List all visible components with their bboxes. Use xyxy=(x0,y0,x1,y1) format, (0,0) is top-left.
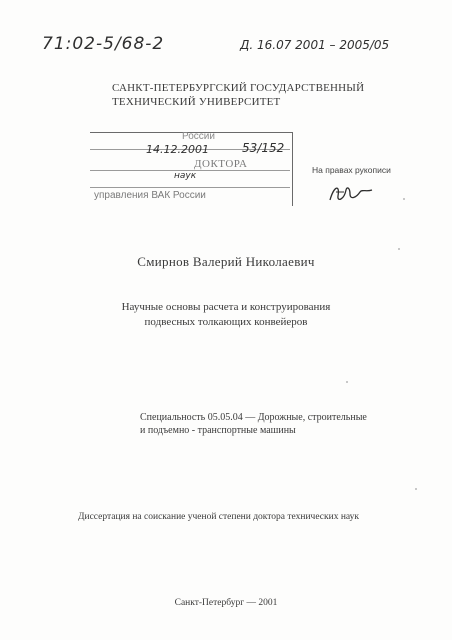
handwritten-date-range: Д. 16.07 2001 – 2005/05 xyxy=(240,38,390,52)
dissertation-title xyxy=(0,300,452,330)
author-name: Смирнов Валерий Николаевич xyxy=(137,254,315,269)
scan-speck xyxy=(346,381,348,383)
scan-speck xyxy=(403,198,405,200)
stamp-degree: ДОКТОРА xyxy=(194,158,248,170)
signature-scribble xyxy=(326,180,376,206)
handwritten-cipher: 71:02-5/68-2 xyxy=(42,34,165,54)
approval-stamp xyxy=(90,132,293,206)
stamp-divider-3 xyxy=(90,187,290,188)
institution-line-1: САНКТ-ПЕТЕРБУРГСКИЙ ГОСУДАРСТВЕННЫЙ xyxy=(112,82,365,94)
signature xyxy=(326,180,376,211)
title-line-1: Научные основы расчета и конструирования xyxy=(121,301,331,313)
rights-note: На правах рукописи xyxy=(312,165,391,175)
stamp-number: 53/152 xyxy=(242,141,285,155)
title-line-2: подвесных толкающих конвейеров xyxy=(144,316,308,328)
specialty-line-1: Специальность 05.05.04 — Дорожные, строительные xyxy=(140,412,367,423)
institution-header xyxy=(112,81,364,109)
city-year: Санкт-Петербург — 2001 xyxy=(174,598,278,608)
specialty-line-2: и подъемно - транспортные машины xyxy=(140,425,296,436)
institution-line-2: ТЕХНИЧЕСКИЙ УНИВЕРСИТЕТ xyxy=(112,96,281,108)
stamp-date: 14.12.2001 xyxy=(146,143,209,156)
stamp-line-4: наук xyxy=(174,171,197,181)
scan-speck xyxy=(398,248,400,250)
scan-speck xyxy=(415,488,417,490)
stamp-line-1: России xyxy=(182,131,215,142)
specialty xyxy=(140,411,367,437)
stamp-bottom: управления ВАК России xyxy=(94,190,206,201)
degree-statement: Диссертация на соискание ученой степени доктора технических наук xyxy=(78,512,360,522)
